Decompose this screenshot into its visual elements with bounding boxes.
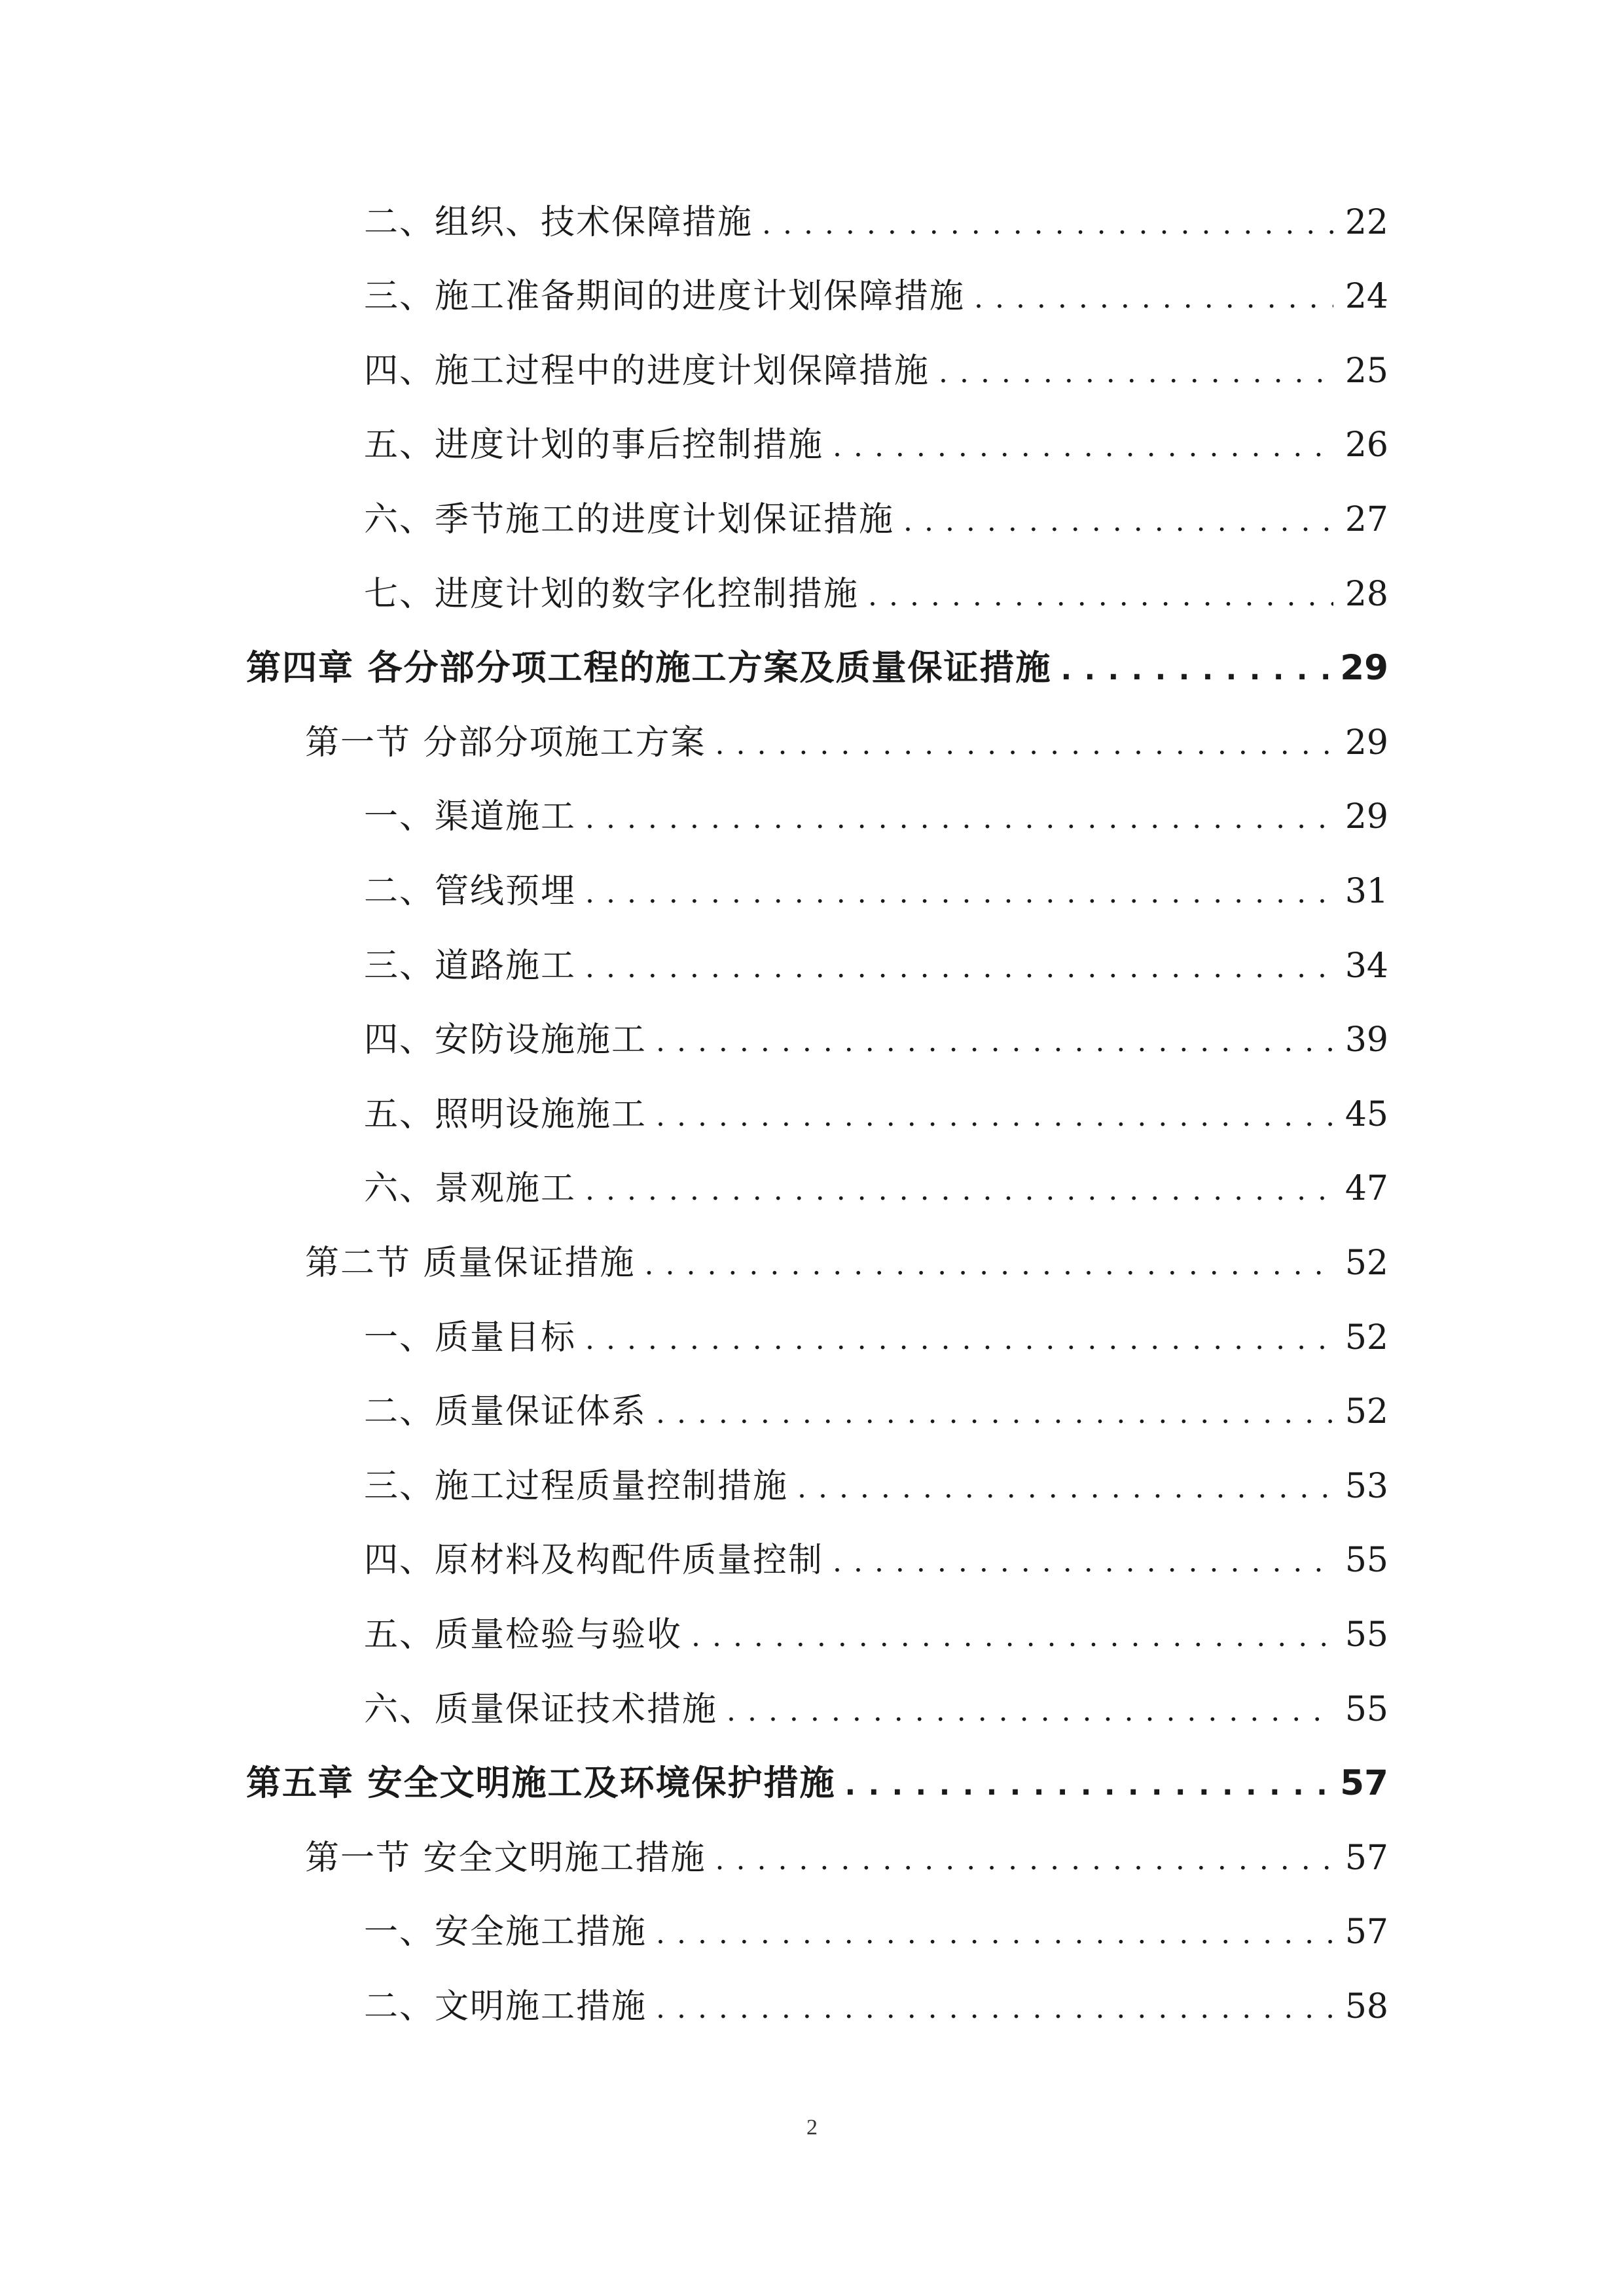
- toc-entry-title: 六、质量保证技术措施: [364, 1690, 718, 1729]
- toc-entry[interactable]: [364, 791, 1388, 843]
- toc-entry-page: 58: [1344, 1987, 1388, 2026]
- toc-entry-page: 57: [1344, 1912, 1388, 1952]
- toc-leader-dots: [656, 1982, 1333, 2035]
- toc-entry-title: 六、季节施工的进度计划保证措施: [364, 500, 895, 539]
- toc-entry-page: 53: [1344, 1467, 1388, 1506]
- toc-entry-title: 第一节 分部分项施工方案: [305, 723, 706, 762]
- toc-entry-page: 57: [1344, 1839, 1388, 1878]
- toc-chapter-entry[interactable]: [246, 1757, 1388, 1810]
- toc-entry[interactable]: [364, 940, 1388, 992]
- toc-entry-page: 39: [1344, 1020, 1388, 1060]
- toc-entry[interactable]: [364, 345, 1388, 397]
- toc-entry-page: 26: [1344, 425, 1388, 465]
- toc-entry-title: 三、施工过程质量控制措施: [364, 1467, 789, 1506]
- toc-entry[interactable]: [364, 1162, 1388, 1215]
- toc-entry-page: 22: [1344, 203, 1388, 242]
- toc-leader-dots: [833, 1536, 1333, 1588]
- toc-entry[interactable]: [364, 1683, 1388, 1736]
- toc-entry-title: 第四章 各分部分项工程的施工方案及质量保证措施: [246, 648, 1052, 688]
- toc-leader-dots: [727, 1685, 1333, 1738]
- toc-entry-page: 29: [1344, 723, 1388, 762]
- toc-entry-title: 七、进度计划的数字化控制措施: [364, 575, 859, 614]
- toc-entry-title: 一、安全施工措施: [364, 1912, 647, 1952]
- toc-section-entry[interactable]: [305, 1832, 1388, 1884]
- toc-leader-dots: [868, 570, 1333, 622]
- page-number: 2: [806, 2115, 818, 2140]
- toc-entry-page: 45: [1344, 1095, 1388, 1134]
- toc-entry-page: 55: [1344, 1615, 1388, 1655]
- toc-entry-title: 四、施工过程中的进度计划保障措施: [364, 351, 930, 391]
- toc-entry-page: 55: [1344, 1690, 1388, 1729]
- toc-leader-dots: [585, 1164, 1333, 1217]
- toc-entry-title: 第五章 安全文明施工及环境保护措施: [246, 1763, 836, 1803]
- toc-entry-page: 57: [1340, 1763, 1388, 1803]
- toc-entry-title: 第一节 安全文明施工措施: [305, 1839, 706, 1878]
- toc-leader-dots: [1060, 644, 1328, 696]
- toc-leader-dots: [645, 1239, 1333, 1291]
- toc-leader-dots: [844, 1759, 1328, 1812]
- toc-entry-title: 五、质量检验与验收: [364, 1615, 683, 1655]
- toc-entry-title: 一、质量目标: [364, 1318, 577, 1357]
- toc-entry[interactable]: [364, 1460, 1388, 1513]
- toc-entry[interactable]: [364, 270, 1388, 323]
- toc-entry-title: 一、渠道施工: [364, 797, 577, 836]
- toc-leader-dots: [762, 198, 1333, 251]
- toc-leader-dots: [939, 347, 1333, 399]
- toc-leader-dots: [715, 1834, 1333, 1886]
- toc-entry-title: 五、照明设施施工: [364, 1095, 647, 1134]
- toc-leader-dots: [797, 1462, 1333, 1515]
- toc-entry-title: 三、道路施工: [364, 946, 577, 986]
- toc-entry[interactable]: [364, 865, 1388, 918]
- toc-entry[interactable]: [364, 493, 1388, 546]
- toc-entry[interactable]: [364, 1014, 1388, 1066]
- toc-leader-dots: [656, 1090, 1333, 1143]
- toc-entry[interactable]: [364, 1088, 1388, 1141]
- toc-entry-title: 二、组织、技术保障措施: [364, 203, 753, 242]
- toc-entry[interactable]: [364, 1534, 1388, 1587]
- toc-entry-page: 28: [1344, 575, 1388, 614]
- toc-entry-page: 52: [1344, 1318, 1388, 1357]
- toc-leader-dots: [715, 719, 1333, 771]
- toc-entry-title: 四、原材料及构配件质量控制: [364, 1541, 824, 1580]
- toc-entry-page: 29: [1344, 797, 1388, 836]
- toc-leader-dots: [691, 1611, 1333, 1663]
- toc-leader-dots: [903, 495, 1333, 548]
- toc-entry-title: 三、施工准备期间的进度计划保障措施: [364, 277, 965, 316]
- toc-entry-title: 二、管线预埋: [364, 872, 577, 911]
- toc-entry[interactable]: [364, 1609, 1388, 1661]
- toc-entry-title: 五、进度计划的事后控制措施: [364, 425, 824, 465]
- toc-leader-dots: [833, 421, 1333, 473]
- toc-section-entry[interactable]: [305, 717, 1388, 769]
- toc-entry-page: 31: [1344, 872, 1388, 911]
- toc-leader-dots: [656, 1016, 1333, 1068]
- toc-entry-page: 55: [1344, 1541, 1388, 1580]
- toc-entry-title: 二、文明施工措施: [364, 1987, 647, 2026]
- toc-entry-title: 六、景观施工: [364, 1169, 577, 1208]
- toc-entry-title: 第二节 质量保证措施: [305, 1244, 636, 1283]
- toc-leader-dots: [585, 1314, 1333, 1366]
- toc-entry-title: 四、安防设施施工: [364, 1020, 647, 1060]
- toc-leader-dots: [974, 272, 1333, 325]
- toc-chapter-entry[interactable]: [246, 642, 1388, 694]
- toc-leader-dots: [656, 1388, 1333, 1440]
- toc-entry[interactable]: [364, 1906, 1388, 1958]
- toc-entry-title: 二、质量保证体系: [364, 1392, 647, 1431]
- toc-leader-dots: [585, 942, 1333, 994]
- toc-entry[interactable]: [364, 568, 1388, 620]
- toc-entry-page: 27: [1344, 500, 1388, 539]
- toc-entry-page: 29: [1340, 648, 1388, 688]
- toc-entry[interactable]: [364, 419, 1388, 471]
- toc-entry[interactable]: [364, 1386, 1388, 1438]
- toc-section-entry[interactable]: [305, 1237, 1388, 1289]
- toc-entry-page: 52: [1344, 1392, 1388, 1431]
- toc-entry-page: 24: [1344, 277, 1388, 316]
- toc-entry-page: 34: [1344, 946, 1388, 986]
- toc-leader-dots: [585, 793, 1333, 845]
- toc-entry[interactable]: [364, 1981, 1388, 2033]
- toc-entry-page: 47: [1344, 1169, 1388, 1208]
- toc-entry[interactable]: [364, 1312, 1388, 1364]
- toc-entry[interactable]: [364, 196, 1388, 249]
- toc-leader-dots: [585, 867, 1333, 920]
- toc-leader-dots: [656, 1908, 1333, 1960]
- toc-entry-page: 25: [1344, 351, 1388, 391]
- toc-entry-page: 52: [1344, 1244, 1388, 1283]
